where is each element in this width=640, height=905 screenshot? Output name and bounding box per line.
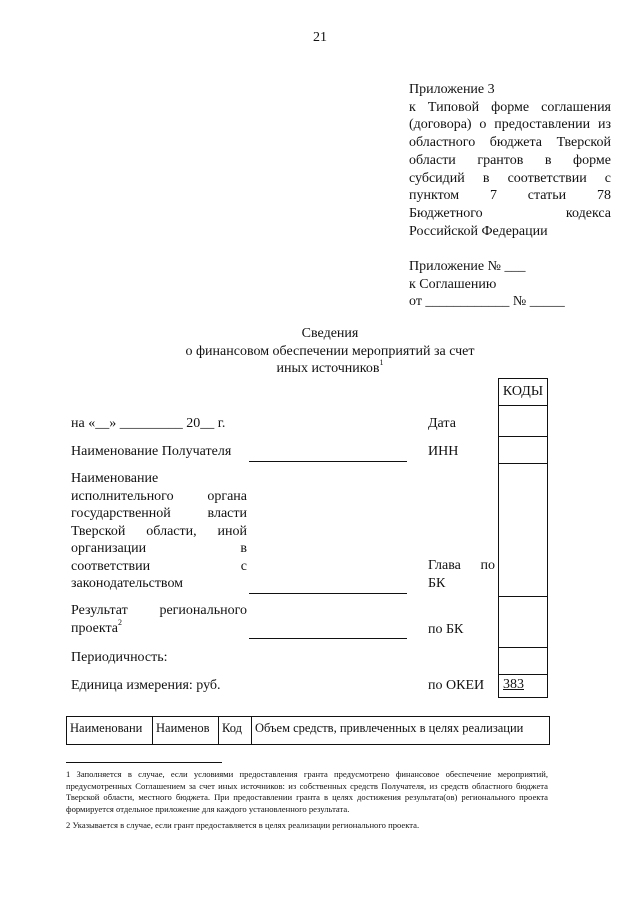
code-cell-bk[interactable] (498, 596, 548, 648)
agreement-ref: к Соглашению (409, 276, 497, 292)
appendix-header (409, 81, 611, 240)
appendix-line: областного бюджета Тверской (409, 135, 611, 151)
project-line (71, 617, 247, 638)
appendix-line: Бюджетного кодекса (409, 205, 611, 221)
okei-code[interactable]: 383 (498, 674, 548, 698)
code-cell-period[interactable] (498, 647, 548, 675)
sources-table-header (66, 716, 550, 745)
table-header-cell: Наименов (153, 717, 219, 744)
by-bk-label: по БК (428, 622, 464, 637)
footnote-mark: 1 (379, 358, 384, 368)
chief-line: Глава по (428, 558, 495, 573)
codes-header: КОДЫ (498, 378, 548, 406)
recipient-underline[interactable] (249, 461, 407, 462)
appendix-line: субсидий в соответствии с (409, 170, 611, 186)
recipient-label: Наименование Получателя (71, 444, 232, 459)
appendix-line: Приложение 3 (409, 82, 495, 97)
project-line: Результат регионального (71, 603, 247, 618)
footnote-separator (66, 762, 222, 763)
organ-line: соответствии с (71, 558, 247, 574)
appendix-line: пунктом 7 статьи 78 (409, 188, 611, 204)
organ-line: государственной власти (71, 506, 247, 521)
date-line: на «__» _________ 20__ г. (71, 416, 226, 431)
appendix-line: к Типовой форме соглашения (409, 99, 611, 115)
organ-label (71, 470, 247, 593)
date-label: Дата (428, 416, 456, 431)
agreement-header (409, 258, 589, 311)
project-text: проекта (71, 620, 118, 636)
table-header-cell: Объем средств, привлеченных в целях реализации (255, 721, 524, 735)
document-title (150, 325, 510, 378)
appendix-line: области грантов в форме (409, 152, 611, 168)
project-underline[interactable] (249, 638, 407, 639)
organ-line: исполнительного органа (71, 488, 247, 504)
project-label (71, 602, 247, 637)
table-header-cell: Код (219, 717, 252, 744)
organ-line: организации в (71, 541, 247, 556)
footnote-1: 1 Заполняется в случае, если условиями предоставления гранта предусмотрено финансовое обеспечение мероприятий, предусмотренных Соглашением за счет иных источников: из собственных средств Получателя, из средств областного бюджета Тверской области, местного бюджета. При предоставлении гранта в целях достижения результата(ов) регионального проекта формируется отдельное приложение для каждого установленного результата. (66, 769, 548, 814)
organ-line: Наименование (71, 471, 159, 486)
inn-label: ИНН (428, 444, 459, 459)
title-line (150, 360, 510, 378)
code-cell-inn[interactable] (498, 436, 548, 464)
appendix-line: Российской Федерации (409, 223, 548, 239)
okei-label: по ОКЕИ (428, 678, 485, 693)
table-header-cell: Наименовани (67, 717, 153, 744)
chief-line: БК (428, 575, 446, 591)
codes-column (498, 378, 548, 697)
unit-label: Единица измерения: руб. (71, 678, 221, 693)
organ-line: Тверской области, иной (71, 523, 247, 539)
agreement-date: от ____________ № _____ (409, 294, 565, 310)
agreement-number: Приложение № ___ (409, 259, 526, 274)
footnote-mark: 2 (118, 617, 122, 627)
footnote-2: 2 Указывается в случае, если грант предоставляется в целях реализации регионального проекта. (66, 820, 420, 830)
organ-underline[interactable] (249, 593, 407, 594)
code-cell-chief[interactable] (498, 463, 548, 597)
periodicity-label: Периодичность: (71, 650, 168, 665)
title-text: иных источников (276, 361, 380, 376)
title-line: Сведения (301, 326, 359, 341)
page-number: 21 (313, 30, 327, 45)
appendix-line: (договора) о предоставлении из (409, 117, 611, 133)
code-cell-date[interactable] (498, 405, 548, 437)
chief-label (428, 557, 495, 592)
title-line: о финансовом обеспечении мероприятий за счет (185, 343, 475, 359)
organ-line: законодательством (71, 576, 184, 591)
